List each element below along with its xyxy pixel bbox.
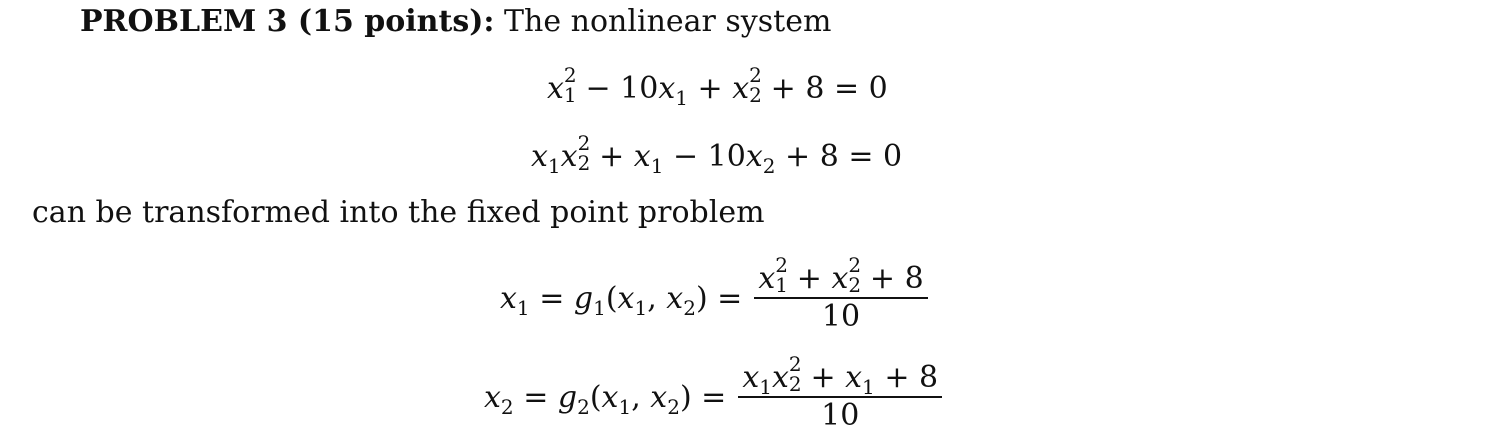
problem-intro: The nonlinear system — [494, 4, 832, 39]
g2-numerator: $x_1x$ 2 2 + $x_1 + 8$ — [742, 352, 939, 399]
problem-heading — [80, 4, 831, 40]
fixed-point-equation-2 — [484, 352, 942, 436]
g2-lhs: $x_2 = g_2(x_1$, $x_2$) = — [484, 379, 727, 419]
g1-lhs: $x_1 = g_1(x_1$, $x_2$) = — [500, 280, 743, 320]
g1-denominator: 10 — [821, 299, 861, 334]
system-equation-1: x 2 1 − $10x_1 + x$ 2 2 + 8 = 0 — [547, 63, 888, 110]
g1-fraction — [754, 253, 927, 335]
problem-label: PROBLEM 3 (15 points): — [80, 4, 495, 39]
g1-numerator: x 2 1 + x 2 2 + 8 — [758, 253, 924, 297]
transition-text: can be transformed into the fixed point problem — [32, 195, 765, 230]
system-equation-2: $x_1x$ 2 2 + $x_1 - 10x_2 + 8 = 0$ — [531, 131, 903, 178]
g2-fraction — [738, 352, 942, 434]
fixed-point-equation-1 — [500, 253, 928, 338]
g2-denominator: 10 — [821, 398, 860, 433]
